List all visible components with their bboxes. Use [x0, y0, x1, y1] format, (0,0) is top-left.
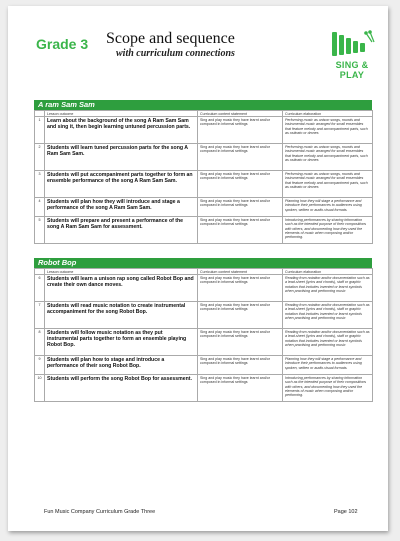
lesson-number: 9 — [35, 356, 45, 375]
content-statement: Sing and play music they have learnt and/or composed in informal settings — [198, 171, 283, 198]
lesson-number: 8 — [35, 329, 45, 356]
curriculum-elaboration: Reading from notation and/or documentation such as a lead-sheet (lyrics and chords), staff or graphic notation that includes invented or learnt symbols when practising and performing music — [283, 302, 373, 329]
lesson-outcome: Students will perform the song Robot Bop for assessment. — [45, 375, 198, 402]
table-row — [35, 117, 373, 144]
sing-and-play-logo — [326, 30, 378, 80]
page-title: Scope and sequence — [106, 30, 235, 47]
content-statement: Sing and play music they have learnt and/or composed in informal settings — [198, 375, 283, 402]
content-statement: Sing and play music they have learnt and/or composed in informal settings — [198, 217, 283, 244]
table-row — [35, 356, 373, 375]
lesson-outcome: Students will put accompaniment parts together to form an ensemble performance of the song A Ram Sam Sam. — [45, 171, 198, 198]
section-title: A ram Sam Sam — [34, 100, 372, 110]
lesson-outcome: Students will learn a unison rap song called Robot Bop and create their own dance moves. — [45, 275, 198, 302]
curriculum-elaboration: Performing music as unison songs, rounds and instrumental music arranged for small ensembles that feature melody and accompaniment parts, such as ostinato or drones — [283, 117, 373, 144]
column-header-elaboration: Curriculum elaboration — [283, 111, 373, 117]
footer-title: Fun Music Company Curriculum Grade Three — [44, 509, 156, 515]
lesson-outcome: Students will read music notation to create instrumental accompaniment for the song Robot Bop. — [45, 302, 198, 329]
section-a-ram-sam-sam — [34, 100, 372, 244]
column-header-elaboration: Curriculum elaboration — [283, 269, 373, 275]
lesson-number: 1 — [35, 117, 45, 144]
table-row — [35, 171, 373, 198]
lesson-outcome: Students will plan how to stage and introduce a performance of their song Robot Bop. — [45, 356, 198, 375]
page-header — [8, 6, 388, 80]
page-subtitle: with curriculum connections — [116, 48, 235, 59]
table-row — [35, 375, 373, 402]
curriculum-elaboration: Planning how they will stage a performance and introduce their performances to audiences using spoken, written or audio-visual formats. — [283, 356, 373, 375]
lesson-number: 2 — [35, 144, 45, 171]
lesson-number: 10 — [35, 375, 45, 402]
xylophone-icon — [326, 30, 378, 60]
column-header-outcome: Lesson outcome — [45, 111, 198, 117]
curriculum-elaboration: Performing music as unison songs, rounds and instrumental music arranged for small ensembles that feature melody and accompaniment parts, such as ostinato or drones — [283, 144, 373, 171]
content-statement: Sing and play music they have learnt and/or composed in informal settings — [198, 302, 283, 329]
content-statement: Sing and play music they have learnt and/or composed in informal settings — [198, 117, 283, 144]
column-header-content: Curriculum content statement — [198, 269, 283, 275]
document-page — [8, 6, 388, 531]
lesson-outcome: Students will plan how they will introduce and stage a performance of the song A Ram Sam Sam. — [45, 198, 198, 217]
content-statement: Sing and play music they have learnt and/or composed in informal settings — [198, 329, 283, 356]
logo-text: SING & PLAY — [335, 60, 369, 80]
content-statement: Sing and play music they have learnt and/or composed in informal settings — [198, 144, 283, 171]
table-row — [35, 302, 373, 329]
lesson-number: 7 — [35, 302, 45, 329]
table-row — [35, 275, 373, 302]
lesson-outcome: Students will follow music notation as they put instrumental parts together to form an ensemble playing Robot Bop. — [45, 329, 198, 356]
content-statement: Sing and play music they have learnt and/or composed in informal settings — [198, 275, 283, 302]
curriculum-elaboration: Planning how they will stage a performance and introduce their performances to audiences using spoken, written or audio-visual formats. — [283, 198, 373, 217]
lesson-outcome: Learn about the background of the song A Ram Sam Sam and sing it, then begin learning untuned percussion parts. — [45, 117, 198, 144]
content-statement: Sing and play music they have learnt and/or composed in informal settings — [198, 198, 283, 217]
content-statement: Sing and play music they have learnt and/or composed in informal settings — [198, 356, 283, 375]
column-header-content: Curriculum content statement — [198, 111, 283, 117]
scope-table — [34, 110, 373, 244]
lesson-number: 5 — [35, 217, 45, 244]
table-row — [35, 198, 373, 217]
lesson-number: 4 — [35, 198, 45, 217]
curriculum-elaboration: Performing music as unison songs, rounds and instrumental music arranged for small ensembles that feature melody and accompaniment parts, such as ostinato or drones — [283, 171, 373, 198]
grade-label: Grade 3 — [36, 36, 89, 52]
table-row — [35, 217, 373, 244]
lesson-outcome: Students will prepare and present a performance of the song A Ram Sam Sam for assessment. — [45, 217, 198, 244]
lesson-outcome: Students will learn tuned percussion parts for the song A Ram Sam Sam. — [45, 144, 198, 171]
curriculum-elaboration: Reading from notation and/or documentation such as a lead-sheet (lyrics and chords), staff or graphic notation that includes invented or learnt symbols when practising and performing music — [283, 329, 373, 356]
lesson-number: 3 — [35, 171, 45, 198]
section-robot-bop — [34, 258, 372, 402]
lesson-number: 6 — [35, 275, 45, 302]
curriculum-elaboration: Introducing performances by sharing information such as the intended purpose of their compositions with others, and documenting how they used the elements of music when composing and/or performing. — [283, 375, 373, 402]
section-title: Robot Bop — [34, 258, 372, 268]
page-number: Page 102 — [334, 509, 358, 515]
column-header-outcome: Lesson outcome — [45, 269, 198, 275]
curriculum-elaboration: Introducing performances by sharing information such as the intended purpose of their compositions with others, and documenting how they used the elements of music when composing and/or performing. — [283, 217, 373, 244]
table-row — [35, 144, 373, 171]
curriculum-elaboration: Reading from notation and/or documentation such as a lead-sheet (lyrics and chords), staff or graphic notation that includes invented or learnt symbols when practising and performing music — [283, 275, 373, 302]
table-row — [35, 329, 373, 356]
scope-table — [34, 268, 373, 402]
